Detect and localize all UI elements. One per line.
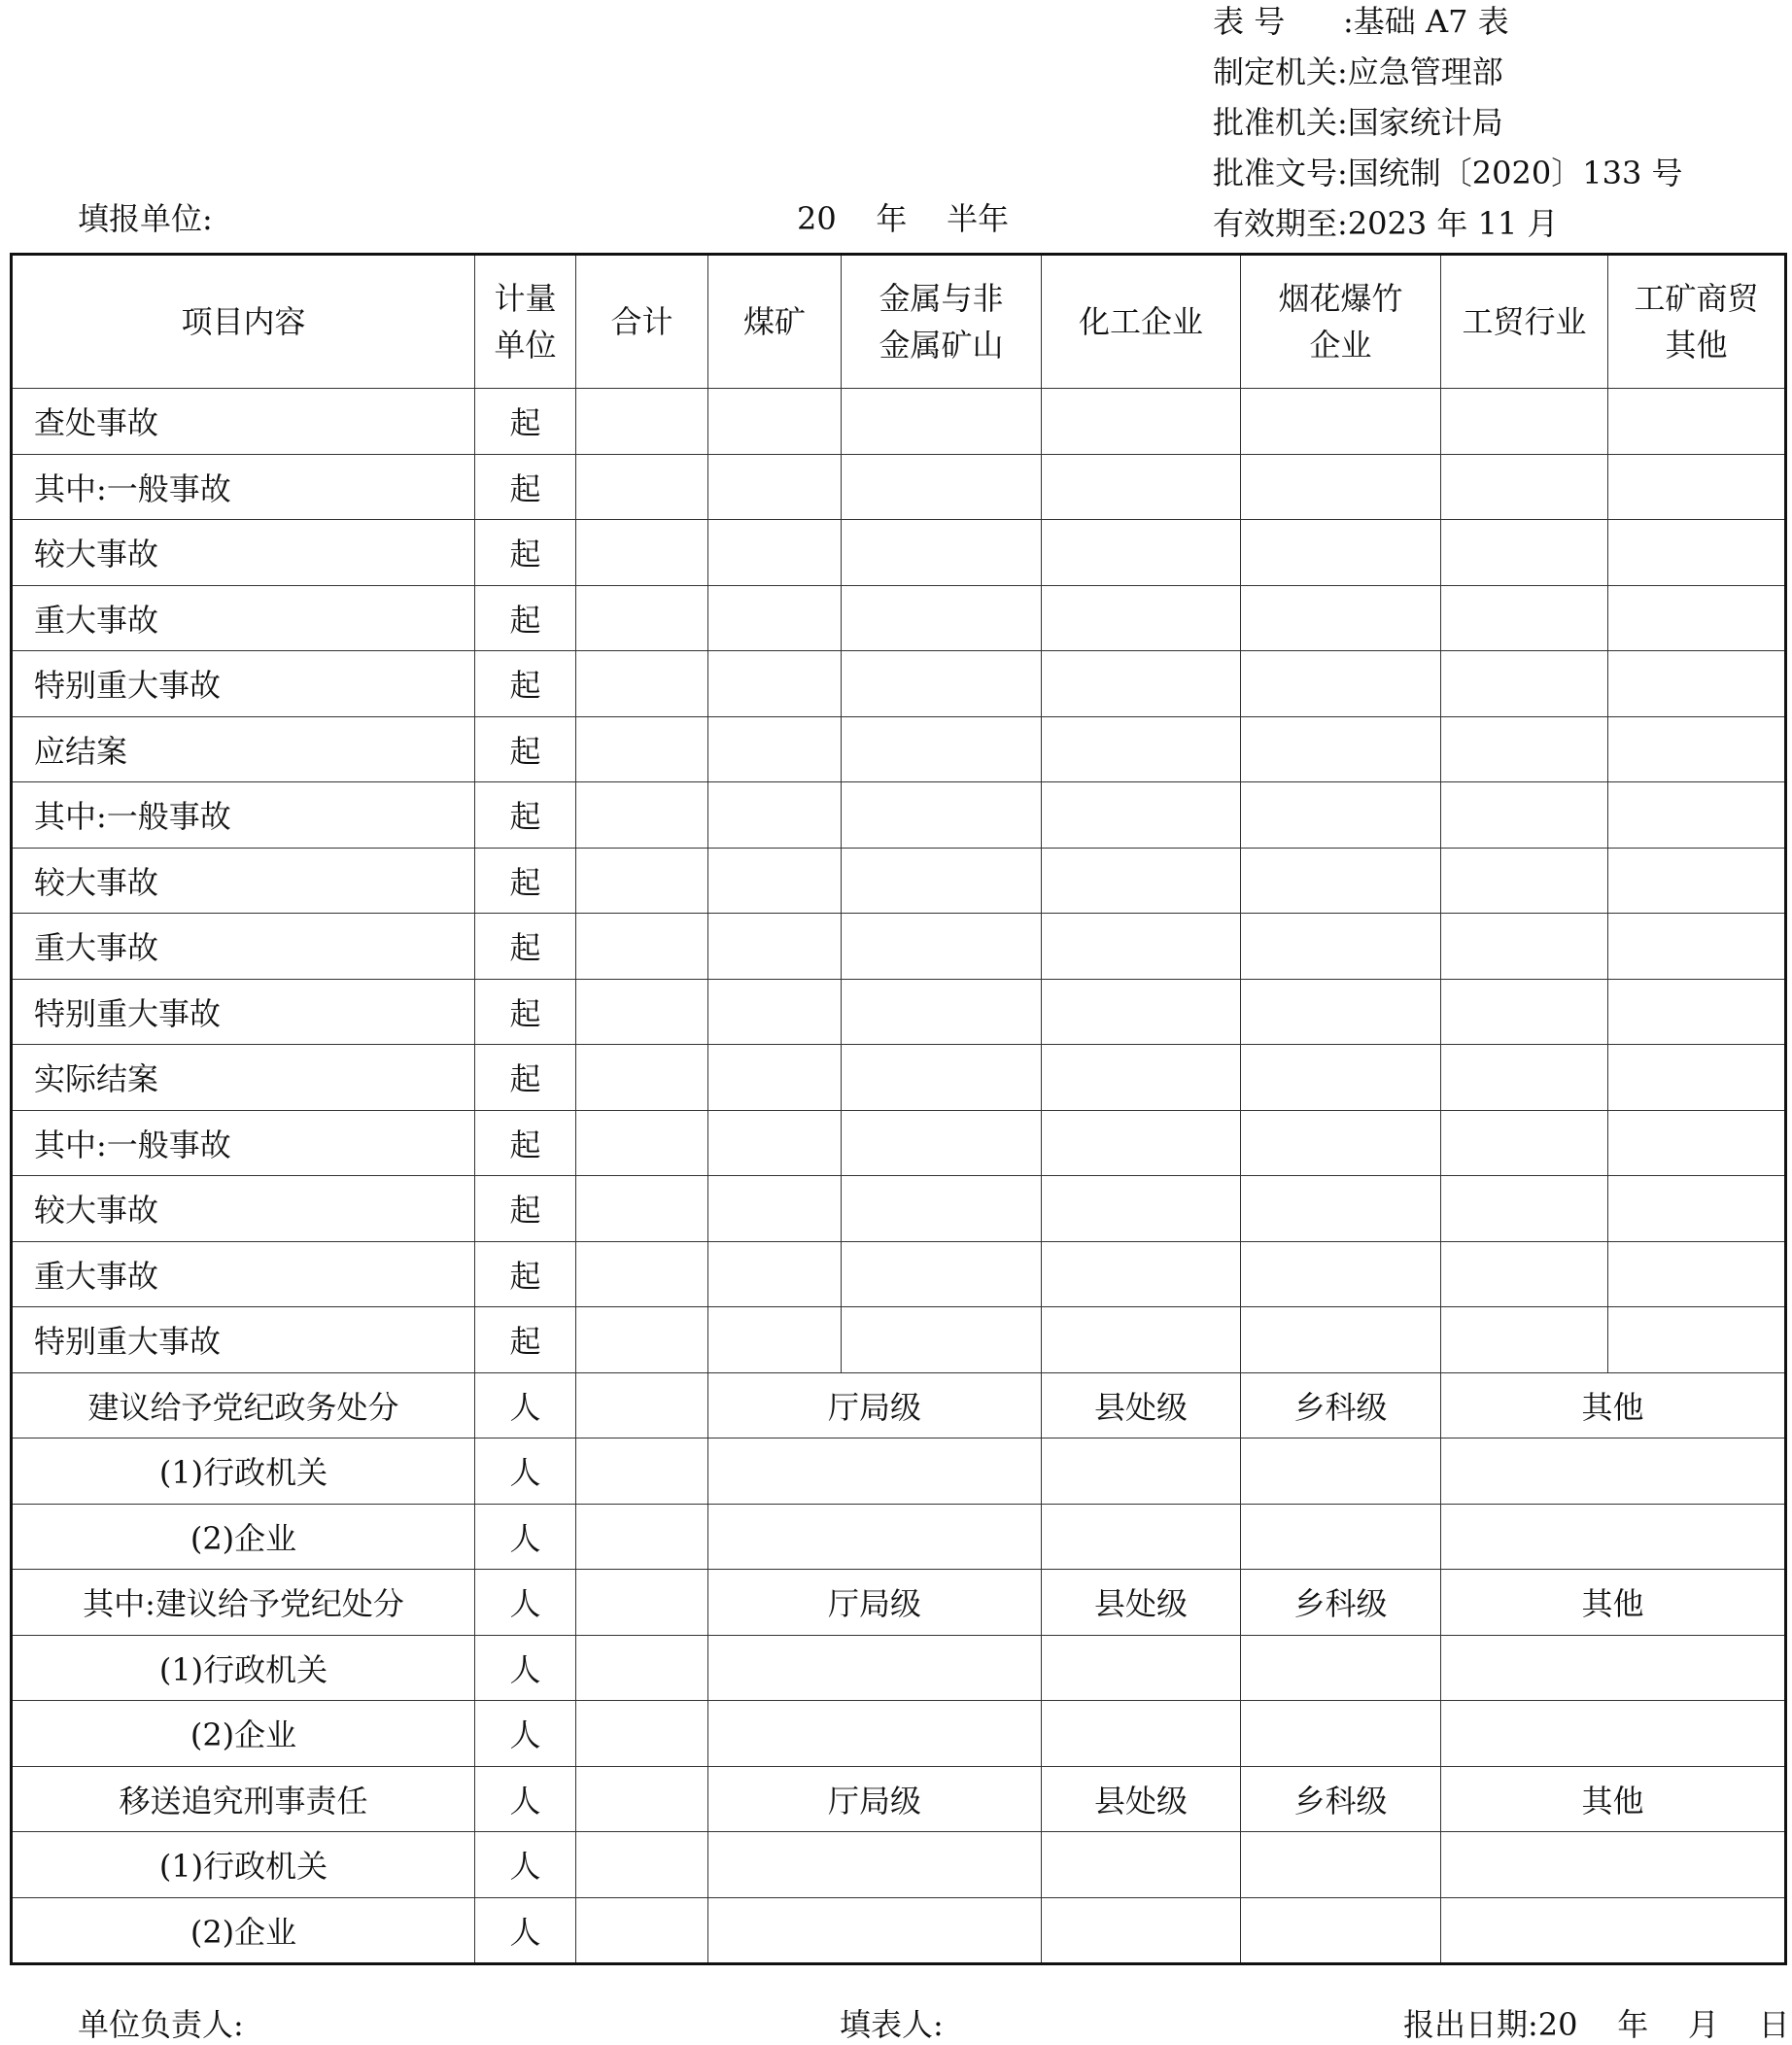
table-row bbox=[12, 454, 1786, 520]
entry-cell[interactable] bbox=[1042, 1701, 1241, 1767]
table-row bbox=[12, 520, 1786, 586]
entry-cell[interactable] bbox=[576, 1635, 708, 1701]
entry-cell[interactable] bbox=[1241, 651, 1441, 717]
entry-cell[interactable] bbox=[708, 914, 842, 980]
entry-cell[interactable] bbox=[1241, 716, 1441, 782]
entry-cell[interactable] bbox=[1042, 1045, 1241, 1111]
row-unit: 起 bbox=[475, 1241, 576, 1307]
entry-cell[interactable] bbox=[1042, 1897, 1241, 1964]
entry-cell[interactable] bbox=[1441, 1832, 1786, 1898]
table-row bbox=[12, 585, 1786, 651]
entry-cell[interactable] bbox=[1042, 1110, 1241, 1176]
entry-cell[interactable] bbox=[842, 782, 1042, 849]
meta-value: 应急管理部 bbox=[1347, 53, 1503, 90]
entry-cell[interactable] bbox=[1042, 520, 1241, 586]
row-label: 较大事故 bbox=[12, 848, 475, 914]
row-label: 查处事故 bbox=[12, 389, 475, 455]
sub-label: (1)行政机关 bbox=[12, 1438, 475, 1505]
entry-cell[interactable] bbox=[1608, 1241, 1786, 1307]
entry-cell[interactable] bbox=[1241, 585, 1441, 651]
entry-cell[interactable] bbox=[1042, 1504, 1241, 1570]
section-title: 其中:建议给予党纪处分 bbox=[12, 1570, 475, 1636]
row-label: 较大事故 bbox=[12, 520, 475, 586]
entry-cell[interactable] bbox=[1042, 1307, 1241, 1373]
col-header-coal: 煤矿 bbox=[708, 255, 842, 389]
entry-cell[interactable] bbox=[1441, 1897, 1786, 1964]
entry-cell[interactable] bbox=[1608, 1110, 1786, 1176]
entry-cell[interactable] bbox=[708, 1504, 1042, 1570]
entry-cell[interactable] bbox=[708, 1832, 1042, 1898]
entry-cell[interactable] bbox=[842, 520, 1042, 586]
entry-cell[interactable] bbox=[1441, 914, 1608, 980]
entry-cell[interactable] bbox=[1441, 520, 1608, 586]
section-header-row bbox=[12, 1372, 1786, 1438]
row-unit: 人 bbox=[475, 1635, 576, 1701]
entry-cell[interactable] bbox=[708, 1701, 1042, 1767]
level-ting-ju: 厅局级 bbox=[708, 1372, 1042, 1438]
row-unit: 起 bbox=[475, 848, 576, 914]
table-row bbox=[12, 1504, 1786, 1570]
meta-key-char: 表 bbox=[1213, 3, 1245, 40]
entry-cell[interactable] bbox=[1441, 716, 1608, 782]
row-unit: 起 bbox=[475, 1307, 576, 1373]
entry-cell[interactable] bbox=[708, 1307, 842, 1373]
entry-cell[interactable] bbox=[1608, 1307, 1786, 1373]
entry-cell[interactable] bbox=[708, 848, 842, 914]
entry-cell[interactable] bbox=[576, 1307, 708, 1373]
entry-cell[interactable] bbox=[1042, 1176, 1241, 1242]
row-label: 特别重大事故 bbox=[12, 979, 475, 1045]
entry-cell[interactable] bbox=[842, 848, 1042, 914]
sub-label: (2)企业 bbox=[12, 1701, 475, 1767]
entry-cell[interactable] bbox=[576, 1897, 708, 1964]
row-unit: 起 bbox=[475, 651, 576, 717]
col-header-industry-trade: 工贸行业 bbox=[1441, 255, 1608, 389]
entry-cell[interactable] bbox=[576, 782, 708, 849]
table-row bbox=[12, 389, 1786, 455]
level-ting-ju: 厅局级 bbox=[708, 1766, 1042, 1832]
entry-cell[interactable] bbox=[1441, 1701, 1786, 1767]
level-xiang-ke: 乡科级 bbox=[1241, 1570, 1441, 1636]
entry-cell[interactable] bbox=[842, 1176, 1042, 1242]
entry-cell[interactable] bbox=[1441, 848, 1608, 914]
entry-cell[interactable] bbox=[1608, 914, 1786, 980]
entry-cell[interactable] bbox=[1241, 782, 1441, 849]
entry-cell[interactable] bbox=[708, 1241, 842, 1307]
entry-cell[interactable] bbox=[576, 1766, 708, 1832]
header-row bbox=[12, 255, 1786, 389]
entry-cell[interactable] bbox=[576, 1241, 708, 1307]
entry-cell[interactable] bbox=[576, 454, 708, 520]
entry-cell[interactable] bbox=[708, 716, 842, 782]
entry-cell[interactable] bbox=[576, 1570, 708, 1636]
entry-cell[interactable] bbox=[708, 1110, 842, 1176]
row-unit: 起 bbox=[475, 585, 576, 651]
table-row bbox=[12, 1176, 1786, 1242]
table-row bbox=[12, 1832, 1786, 1898]
entry-cell[interactable] bbox=[708, 1045, 842, 1111]
section-header-row bbox=[12, 1766, 1786, 1832]
entry-cell[interactable] bbox=[1608, 389, 1786, 455]
meta-sep: : bbox=[1343, 3, 1354, 40]
entry-cell[interactable] bbox=[576, 848, 708, 914]
meta-table-number bbox=[1213, 0, 1683, 47]
level-xian-chu: 县处级 bbox=[1042, 1766, 1241, 1832]
entry-cell[interactable] bbox=[842, 651, 1042, 717]
row-unit: 起 bbox=[475, 782, 576, 849]
entry-cell[interactable] bbox=[1608, 1176, 1786, 1242]
section-unit: 人 bbox=[475, 1570, 576, 1636]
entry-cell[interactable] bbox=[1608, 1045, 1786, 1111]
entry-cell[interactable] bbox=[1441, 651, 1608, 717]
table-row bbox=[12, 716, 1786, 782]
entry-cell[interactable] bbox=[1241, 848, 1441, 914]
row-unit: 人 bbox=[475, 1504, 576, 1570]
row-unit: 起 bbox=[475, 1045, 576, 1111]
meta-sep: : bbox=[1337, 104, 1348, 141]
entry-cell[interactable] bbox=[1241, 454, 1441, 520]
entry-cell[interactable] bbox=[1241, 914, 1441, 980]
level-xiang-ke: 乡科级 bbox=[1241, 1372, 1441, 1438]
row-label: 其中:一般事故 bbox=[12, 1110, 475, 1176]
entry-cell[interactable] bbox=[708, 454, 842, 520]
entry-cell[interactable] bbox=[576, 1438, 708, 1505]
entry-cell[interactable] bbox=[1441, 1241, 1608, 1307]
table-row bbox=[12, 1438, 1786, 1505]
entry-cell[interactable] bbox=[1042, 979, 1241, 1045]
entry-cell[interactable] bbox=[576, 1372, 708, 1438]
entry-cell[interactable] bbox=[1608, 454, 1786, 520]
entry-cell[interactable] bbox=[708, 1635, 1042, 1701]
meta-issuer bbox=[1213, 47, 1683, 97]
col-header-fireworks: 烟花爆竹 企业 bbox=[1241, 255, 1441, 389]
entry-cell[interactable] bbox=[1241, 979, 1441, 1045]
entry-cell[interactable] bbox=[708, 585, 842, 651]
entry-cell[interactable] bbox=[1241, 1897, 1441, 1964]
entry-cell[interactable] bbox=[842, 389, 1042, 455]
meta-value: 2023 年 11 月 bbox=[1347, 205, 1559, 242]
entry-cell[interactable] bbox=[1241, 1176, 1441, 1242]
entry-cell[interactable] bbox=[1441, 454, 1608, 520]
entry-cell[interactable] bbox=[1608, 979, 1786, 1045]
table-row bbox=[12, 651, 1786, 717]
entry-cell[interactable] bbox=[1441, 1045, 1608, 1111]
report-period: 20 年 半年 bbox=[797, 200, 1010, 237]
row-label: 较大事故 bbox=[12, 1176, 475, 1242]
entry-cell[interactable] bbox=[842, 716, 1042, 782]
level-xian-chu: 县处级 bbox=[1042, 1372, 1241, 1438]
entry-cell[interactable] bbox=[1608, 651, 1786, 717]
entry-cell[interactable] bbox=[576, 716, 708, 782]
section-unit: 人 bbox=[475, 1766, 576, 1832]
entry-cell[interactable] bbox=[1241, 1307, 1441, 1373]
table-body bbox=[12, 255, 1786, 1964]
meta-approver bbox=[1213, 97, 1683, 148]
entry-cell[interactable] bbox=[1241, 1438, 1441, 1505]
row-unit: 人 bbox=[475, 1438, 576, 1505]
meta-value: 国统制〔2020〕133 号 bbox=[1347, 155, 1683, 191]
entry-cell[interactable] bbox=[1241, 1701, 1441, 1767]
table-row bbox=[12, 914, 1786, 980]
meta-sep: : bbox=[1337, 205, 1348, 242]
meta-approval-number bbox=[1213, 148, 1683, 198]
meta-value: 国家统计局 bbox=[1347, 104, 1503, 141]
level-other: 其他 bbox=[1441, 1372, 1786, 1438]
row-label: 重大事故 bbox=[12, 914, 475, 980]
entry-cell[interactable] bbox=[576, 651, 708, 717]
entry-cell[interactable] bbox=[708, 651, 842, 717]
entry-cell[interactable] bbox=[1241, 1110, 1441, 1176]
entry-cell[interactable] bbox=[842, 454, 1042, 520]
row-unit: 起 bbox=[475, 1110, 576, 1176]
row-unit: 人 bbox=[475, 1897, 576, 1964]
entry-cell[interactable] bbox=[576, 914, 708, 980]
entry-cell[interactable] bbox=[1042, 848, 1241, 914]
level-xiang-ke: 乡科级 bbox=[1241, 1766, 1441, 1832]
meta-key: 批准文号 bbox=[1213, 155, 1338, 191]
footer-unit-head: 单位负责人: bbox=[78, 2006, 244, 2043]
sub-label: (2)企业 bbox=[12, 1897, 475, 1964]
meta-key: 批准机关 bbox=[1213, 104, 1338, 141]
row-label: 特别重大事故 bbox=[12, 1307, 475, 1373]
row-unit: 起 bbox=[475, 454, 576, 520]
entry-cell[interactable] bbox=[1241, 1045, 1441, 1111]
row-unit: 起 bbox=[475, 716, 576, 782]
entry-cell[interactable] bbox=[576, 1832, 708, 1898]
entry-cell[interactable] bbox=[1241, 1635, 1441, 1701]
row-unit: 起 bbox=[475, 520, 576, 586]
section-unit: 人 bbox=[475, 1372, 576, 1438]
entry-cell[interactable] bbox=[576, 1110, 708, 1176]
table-row bbox=[12, 1897, 1786, 1964]
entry-cell[interactable] bbox=[576, 1176, 708, 1242]
table-row bbox=[12, 1110, 1786, 1176]
entry-cell[interactable] bbox=[842, 1241, 1042, 1307]
entry-cell[interactable] bbox=[708, 1438, 1042, 1505]
section-title: 移送追究刑事责任 bbox=[12, 1766, 475, 1832]
sub-label: (1)行政机关 bbox=[12, 1832, 475, 1898]
table-row bbox=[12, 979, 1786, 1045]
entry-cell[interactable] bbox=[576, 1045, 708, 1111]
entry-cell[interactable] bbox=[842, 1045, 1042, 1111]
col-header-item: 项目内容 bbox=[12, 255, 475, 389]
entry-cell[interactable] bbox=[1042, 454, 1241, 520]
entry-cell[interactable] bbox=[1608, 848, 1786, 914]
level-other: 其他 bbox=[1441, 1570, 1786, 1636]
section-title: 建议给予党纪政务处分 bbox=[12, 1372, 475, 1438]
table-row bbox=[12, 848, 1786, 914]
entry-cell[interactable] bbox=[708, 1897, 1042, 1964]
entry-cell[interactable] bbox=[1441, 979, 1608, 1045]
entry-cell[interactable] bbox=[1441, 1307, 1608, 1373]
entry-cell[interactable] bbox=[1441, 389, 1608, 455]
entry-cell[interactable] bbox=[708, 389, 842, 455]
entry-cell[interactable] bbox=[1441, 1110, 1608, 1176]
row-label: 其中:一般事故 bbox=[12, 782, 475, 849]
row-label: 重大事故 bbox=[12, 1241, 475, 1307]
table-row bbox=[12, 782, 1786, 849]
entry-cell[interactable] bbox=[1042, 585, 1241, 651]
row-unit: 起 bbox=[475, 389, 576, 455]
sub-label: (1)行政机关 bbox=[12, 1635, 475, 1701]
col-header-total: 合计 bbox=[576, 255, 708, 389]
table-row bbox=[12, 1241, 1786, 1307]
entry-cell[interactable] bbox=[842, 585, 1042, 651]
entry-cell[interactable] bbox=[842, 1110, 1042, 1176]
entry-cell[interactable] bbox=[708, 979, 842, 1045]
entry-cell[interactable] bbox=[1042, 1438, 1241, 1505]
entry-cell[interactable] bbox=[1241, 1504, 1441, 1570]
entry-cell[interactable] bbox=[1441, 782, 1608, 849]
table-row bbox=[12, 1045, 1786, 1111]
meta-value: 基础 A7 表 bbox=[1353, 3, 1509, 40]
row-unit: 起 bbox=[475, 979, 576, 1045]
row-unit: 起 bbox=[475, 914, 576, 980]
form-meta bbox=[1213, 0, 1683, 249]
table-row bbox=[12, 1307, 1786, 1373]
entry-cell[interactable] bbox=[842, 979, 1042, 1045]
sub-label: (2)企业 bbox=[12, 1504, 475, 1570]
fill-unit-label: 填报单位: bbox=[78, 200, 213, 237]
entry-cell[interactable] bbox=[1042, 1832, 1241, 1898]
row-label: 应结案 bbox=[12, 716, 475, 782]
col-header-unit: 计量 单位 bbox=[475, 255, 576, 389]
row-label: 特别重大事故 bbox=[12, 651, 475, 717]
row-unit: 人 bbox=[475, 1701, 576, 1767]
entry-cell[interactable] bbox=[1042, 914, 1241, 980]
entry-cell[interactable] bbox=[1241, 1832, 1441, 1898]
entry-cell[interactable] bbox=[1608, 716, 1786, 782]
col-header-chemical: 化工企业 bbox=[1042, 255, 1241, 389]
level-xian-chu: 县处级 bbox=[1042, 1570, 1241, 1636]
entry-cell[interactable] bbox=[1608, 585, 1786, 651]
entry-cell[interactable] bbox=[1042, 1241, 1241, 1307]
entry-cell[interactable] bbox=[1441, 1176, 1608, 1242]
entry-cell[interactable] bbox=[1241, 389, 1441, 455]
entry-cell[interactable] bbox=[576, 520, 708, 586]
entry-cell[interactable] bbox=[1042, 1635, 1241, 1701]
entry-cell[interactable] bbox=[842, 1307, 1042, 1373]
entry-cell[interactable] bbox=[1042, 782, 1241, 849]
entry-cell[interactable] bbox=[576, 1701, 708, 1767]
entry-cell[interactable] bbox=[1608, 520, 1786, 586]
row-label: 实际结案 bbox=[12, 1045, 475, 1111]
entry-cell[interactable] bbox=[842, 914, 1042, 980]
entry-cell[interactable] bbox=[1042, 716, 1241, 782]
entry-cell[interactable] bbox=[576, 585, 708, 651]
level-other: 其他 bbox=[1441, 1766, 1786, 1832]
entry-cell[interactable] bbox=[1441, 1438, 1786, 1505]
row-unit: 人 bbox=[475, 1832, 576, 1898]
level-ting-ju: 厅局级 bbox=[708, 1570, 1042, 1636]
col-header-other: 工矿商贸 其他 bbox=[1608, 255, 1786, 389]
entry-cell[interactable] bbox=[1608, 782, 1786, 849]
col-header-mines: 金属与非 金属矿山 bbox=[842, 255, 1042, 389]
section-header-row bbox=[12, 1570, 1786, 1636]
row-unit: 起 bbox=[475, 1176, 576, 1242]
entry-cell[interactable] bbox=[1042, 389, 1241, 455]
entry-cell[interactable] bbox=[1441, 585, 1608, 651]
entry-cell[interactable] bbox=[576, 1504, 708, 1570]
entry-cell[interactable] bbox=[576, 389, 708, 455]
meta-sep: : bbox=[1337, 53, 1348, 90]
footer-filler: 填表人: bbox=[840, 2006, 944, 2043]
meta-sep: : bbox=[1337, 155, 1348, 191]
row-label: 重大事故 bbox=[12, 585, 475, 651]
entry-cell[interactable] bbox=[1042, 651, 1241, 717]
entry-cell[interactable] bbox=[708, 782, 842, 849]
meta-key-char: 号 bbox=[1254, 3, 1286, 40]
report-table bbox=[10, 253, 1787, 1965]
row-label: 其中:一般事故 bbox=[12, 454, 475, 520]
table-row bbox=[12, 1635, 1786, 1701]
meta-key: 有效期至 bbox=[1213, 205, 1338, 242]
table-row bbox=[12, 1701, 1786, 1767]
entry-cell[interactable] bbox=[708, 1176, 842, 1242]
entry-cell[interactable] bbox=[1241, 520, 1441, 586]
meta-valid-until bbox=[1213, 198, 1683, 249]
entry-cell[interactable] bbox=[708, 520, 842, 586]
entry-cell[interactable] bbox=[576, 979, 708, 1045]
meta-key: 制定机关 bbox=[1213, 53, 1338, 90]
entry-cell[interactable] bbox=[1441, 1635, 1786, 1701]
entry-cell[interactable] bbox=[1241, 1241, 1441, 1307]
entry-cell[interactable] bbox=[1441, 1504, 1786, 1570]
footer-report-date: 报出日期:20 年 月 日 bbox=[1403, 2006, 1790, 2043]
